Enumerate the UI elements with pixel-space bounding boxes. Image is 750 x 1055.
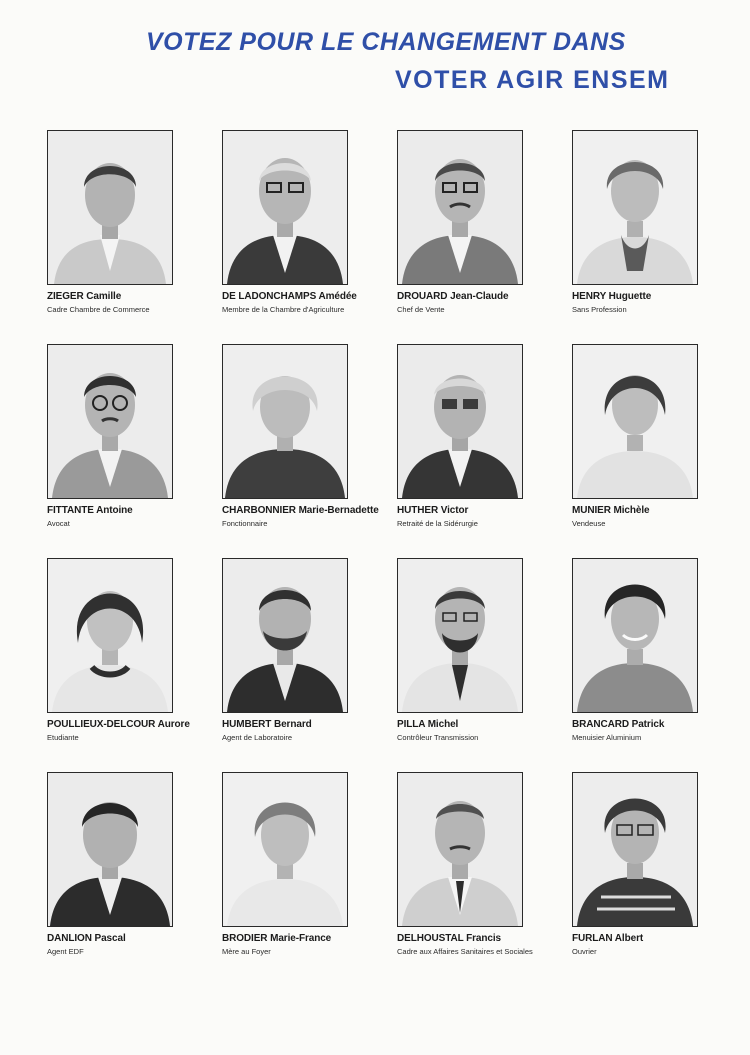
portrait-silhouette-icon xyxy=(573,559,697,712)
candidate-name: POULLIEUX-DELCOUR Aurore xyxy=(47,719,190,730)
portrait-silhouette-icon xyxy=(223,131,347,284)
candidate-name: DROUARD Jean-Claude xyxy=(397,291,509,302)
candidate-role: Chef de Vente xyxy=(397,305,445,314)
portrait-silhouette-icon xyxy=(398,773,522,926)
candidate-card xyxy=(397,344,572,558)
candidate-photo xyxy=(47,344,173,499)
candidate-role: Membre de la Chambre d'Agriculture xyxy=(222,305,345,314)
candidate-photo xyxy=(222,558,348,713)
candidate-name: CHARBONNIER Marie-Bernadette xyxy=(222,505,379,516)
candidate-name: HUTHER Victor xyxy=(397,505,469,516)
candidate-photo xyxy=(397,130,523,285)
candidate-card xyxy=(572,558,747,772)
candidate-photo xyxy=(572,130,698,285)
candidate-photo xyxy=(222,130,348,285)
candidate-name: BRANCARD Patrick xyxy=(572,719,665,730)
portrait-silhouette-icon xyxy=(48,773,172,926)
candidate-photo xyxy=(572,772,698,927)
candidate-photo xyxy=(47,772,173,927)
candidate-card xyxy=(222,344,397,558)
candidate-photo xyxy=(572,344,698,499)
slogan: VOTER AGIR ENSEM xyxy=(395,66,670,94)
portrait-silhouette-icon xyxy=(573,345,697,498)
portrait-silhouette-icon xyxy=(573,773,697,926)
candidate-photo xyxy=(397,344,523,499)
candidate-photo xyxy=(222,344,348,499)
portrait-silhouette-icon xyxy=(48,345,172,498)
candidate-photo xyxy=(397,772,523,927)
candidate-card xyxy=(222,558,397,772)
candidate-card xyxy=(222,130,397,344)
header xyxy=(0,0,750,100)
candidate-name: MUNIER Michèle xyxy=(572,505,650,516)
candidate-role: Mère au Foyer xyxy=(222,947,271,956)
candidate-photo xyxy=(222,772,348,927)
portrait-silhouette-icon xyxy=(398,131,522,284)
portrait-silhouette-icon xyxy=(398,345,522,498)
candidate-photo xyxy=(572,558,698,713)
candidate-photo xyxy=(47,130,173,285)
portrait-silhouette-icon xyxy=(48,131,172,284)
candidate-card xyxy=(397,558,572,772)
candidate-card xyxy=(397,772,572,986)
candidate-role: Etudiante xyxy=(47,733,79,742)
candidate-name: HENRY Huguette xyxy=(572,291,652,302)
candidate-role: Menuisier Aluminium xyxy=(572,733,642,742)
candidate-card xyxy=(222,772,397,986)
headline: VOTEZ POUR LE CHANGEMENT DANS xyxy=(146,28,626,56)
candidate-name: DE LADONCHAMPS Amédée xyxy=(222,291,357,302)
portrait-silhouette-icon xyxy=(48,559,172,712)
portrait-silhouette-icon xyxy=(398,559,522,712)
candidate-card xyxy=(572,130,747,344)
candidate-name: PILLA Michel xyxy=(397,719,459,730)
candidate-grid xyxy=(47,130,747,986)
candidate-role: Agent EDF xyxy=(47,947,84,956)
candidate-card xyxy=(47,130,222,344)
candidate-role: Avocat xyxy=(47,519,70,528)
candidate-role: Cadre Chambre de Commerce xyxy=(47,305,150,314)
portrait-silhouette-icon xyxy=(223,773,347,926)
portrait-silhouette-icon xyxy=(223,559,347,712)
candidate-photo xyxy=(47,558,173,713)
portrait-silhouette-icon xyxy=(573,131,697,284)
candidate-name: DELHOUSTAL Francis xyxy=(397,933,501,944)
candidate-name: BRODIER Marie-France xyxy=(222,933,332,944)
candidate-name: DANLION Pascal xyxy=(47,933,126,944)
candidate-photo xyxy=(397,558,523,713)
candidate-card xyxy=(572,344,747,558)
candidate-role: Agent de Laboratoire xyxy=(222,733,293,742)
candidate-card xyxy=(47,772,222,986)
portrait-silhouette-icon xyxy=(223,345,347,498)
candidate-role: Vendeuse xyxy=(572,519,606,528)
candidate-role: Fonctionnaire xyxy=(222,519,268,528)
candidate-role: Sans Profession xyxy=(572,305,627,314)
candidate-card xyxy=(572,772,747,986)
candidate-card xyxy=(47,344,222,558)
candidate-role: Retraité de la Sidérurgie xyxy=(397,519,478,528)
candidate-card xyxy=(397,130,572,344)
candidate-name: FURLAN Albert xyxy=(572,933,644,944)
candidate-card xyxy=(47,558,222,772)
candidate-name: FITTANTE Antoine xyxy=(47,505,133,516)
candidate-name: HUMBERT Bernard xyxy=(222,719,312,730)
candidate-role: Cadre aux Affaires Sanitaires et Sociales xyxy=(397,947,533,956)
candidate-role: Ouvrier xyxy=(572,947,597,956)
candidate-name: ZIEGER Camille xyxy=(47,291,122,302)
candidate-role: Contrôleur Transmission xyxy=(397,733,479,742)
